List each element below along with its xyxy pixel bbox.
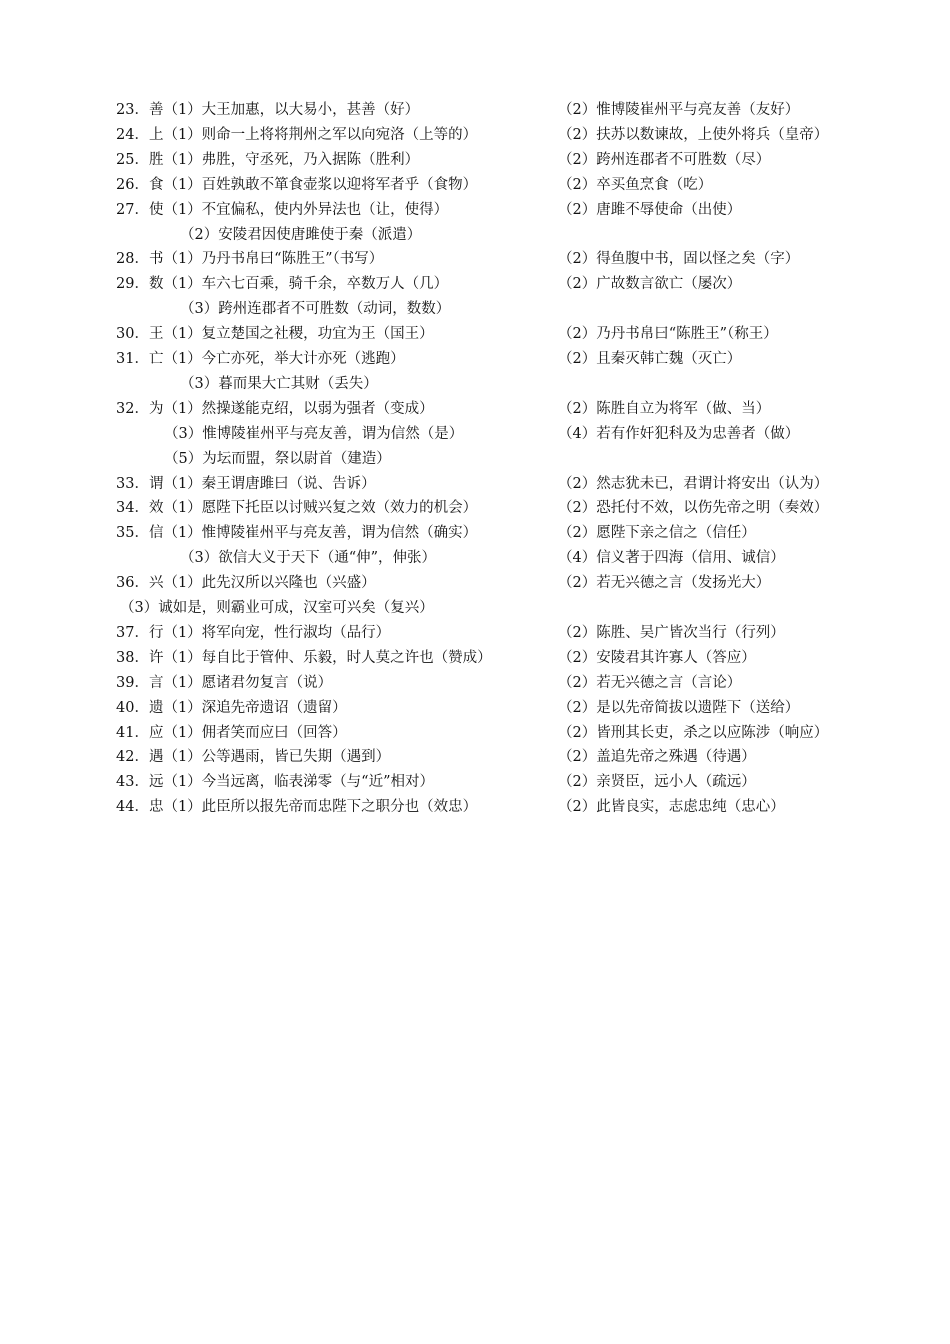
entry-right: （4）若有作奸犯科及为忠善者（做） bbox=[558, 425, 800, 442]
list-row bbox=[0, 422, 950, 447]
entry-right: （4）信义著于四海（信用、诚信） bbox=[558, 550, 785, 567]
entry-left: 32．为（1）然操遂能克绍，以弱为强者（变成） bbox=[116, 400, 434, 417]
list-row bbox=[0, 173, 950, 198]
list-row bbox=[0, 272, 950, 297]
entry-left: 31．亡（1）今亡亦死，举大计亦死（逃跑） bbox=[116, 351, 405, 367]
entry-right: （2）惟博陵崔州平与亮友善（友好） bbox=[558, 102, 800, 118]
entry-right: （2）唐雎不辱使命（出使） bbox=[558, 201, 742, 218]
entry-left: 29．数（1）车六七百乘，骑千余，卒数万人（几） bbox=[116, 276, 449, 293]
list-row bbox=[0, 123, 950, 148]
entry-continued: （5）为坛而盟，祭以尉首（建造） bbox=[164, 450, 391, 467]
list-row bbox=[0, 247, 950, 272]
entry-right: （2）若无兴德之言（言论） bbox=[558, 674, 742, 691]
entry-left: 35．信（1）惟博陵崔州平与亮友善，谓为信然（确实） bbox=[116, 525, 478, 542]
list-row bbox=[0, 472, 950, 497]
list-row bbox=[0, 198, 950, 223]
list-row bbox=[0, 546, 950, 571]
entry-left: 39．言（1）愿诸君勿复言（说） bbox=[116, 674, 333, 691]
list-row bbox=[0, 795, 950, 820]
entry-right: （2）若无兴德之言（发扬光大） bbox=[558, 575, 771, 592]
entry-left: 23．善（1）大王加惠，以大易小，甚善（好） bbox=[116, 102, 420, 118]
entry-right: （2）皆刑其长吏，杀之以应陈涉（响应） bbox=[558, 724, 829, 741]
entry-left: 42．遇（1）公等遇雨，皆已失期（遇到） bbox=[116, 749, 391, 766]
entry-left: 33．谓（1）秦王谓唐雎曰（说、告诉） bbox=[116, 475, 376, 492]
entry-left: 24．上（1）则命一上将将荆州之军以向宛洛（上等的） bbox=[116, 126, 478, 143]
list-row bbox=[0, 223, 950, 248]
entry-left: 36．兴（1）此先汉所以兴隆也（兴盛） bbox=[116, 575, 376, 592]
list-row bbox=[0, 745, 950, 770]
list-row bbox=[0, 521, 950, 546]
list-row bbox=[0, 646, 950, 671]
entry-continued: （3）诚如是，则霸业可成，汉室可兴矣（复兴） bbox=[120, 600, 434, 616]
entry-right: （2）愿陛下亲之信之（信任） bbox=[558, 525, 756, 542]
list-row bbox=[0, 596, 950, 621]
list-row bbox=[0, 322, 950, 347]
entry-right: （2）盖追先帝之殊遇（待遇） bbox=[558, 749, 756, 766]
entry-right: （2）陈胜、吴广皆次当行（行列） bbox=[558, 624, 785, 641]
list-row bbox=[0, 397, 950, 422]
entry-right: （2）得鱼腹中书，固以怪之矣（字） bbox=[558, 251, 800, 268]
list-row bbox=[0, 496, 950, 521]
entry-right: （2）乃丹书帛曰“陈胜王”（称王） bbox=[558, 326, 778, 343]
list-row bbox=[0, 571, 950, 596]
list-row bbox=[0, 721, 950, 746]
entry-right: （2）跨州连郡者不可胜数（尽） bbox=[558, 151, 771, 168]
list-row bbox=[0, 696, 950, 721]
list-row bbox=[0, 770, 950, 795]
entry-right: （2）广故数言欲亡（屡次） bbox=[558, 276, 742, 293]
list-row bbox=[0, 347, 950, 372]
entry-right: （2）陈胜自立为将军（做、当） bbox=[558, 400, 771, 417]
entry-continued: （2）安陵君因使唐雎使于秦（派遣） bbox=[180, 226, 422, 243]
entry-right: （2）且秦灭韩亡魏（灭亡） bbox=[558, 351, 742, 367]
entry-right: （2）亲贤臣，远小人（疏远） bbox=[558, 774, 756, 791]
entry-left: 25．胜（1）弗胜，守丞死，乃入据陈（胜利） bbox=[116, 151, 420, 168]
entry-right: （2）是以先帝简拔以遗陛下（送给） bbox=[558, 699, 800, 716]
entry-left: 43．远（1）今当远离，临表涕零（与“近”相对） bbox=[116, 774, 434, 791]
entry-left: 40．遗（1）深追先帝遗诏（遗留） bbox=[116, 699, 347, 716]
entry-right: （2）卒买鱼烹食（吃） bbox=[558, 176, 713, 193]
entry-left-continued: （3）惟博陵崔州平与亮友善，谓为信然（是） bbox=[164, 425, 464, 442]
entry-right: （2）恐托付不效，以伤先帝之明（奏效） bbox=[558, 500, 829, 517]
list-row bbox=[0, 98, 950, 123]
entry-left: 30．王（1）复立楚国之社稷，功宜为王（国王） bbox=[116, 326, 434, 343]
entry-left: 26．食（1）百姓孰敢不箪食壶浆以迎将军者乎（食物） bbox=[116, 176, 478, 193]
entry-left: 44．忠（1）此臣所以报先帝而忠陛下之职分也（效忠） bbox=[116, 799, 478, 816]
list-row bbox=[0, 297, 950, 322]
entry-continued: （3）暮而果大亡其财（丢失） bbox=[180, 375, 378, 392]
list-row bbox=[0, 671, 950, 696]
entry-right: （2）安陵君其许寡人（答应） bbox=[558, 649, 756, 666]
list-row bbox=[0, 372, 950, 397]
entry-right: （2）此皆良实，志虑忠纯（忠心） bbox=[558, 799, 785, 816]
entry-right: （2）然志犹未已，君谓计将安出（认为） bbox=[558, 475, 829, 492]
entry-continued: （3）跨州连郡者不可胜数（动词，数数） bbox=[180, 301, 451, 318]
entry-left: 27．使（1）不宜偏私，使内外异法也（让，使得） bbox=[116, 201, 449, 218]
entry-left: 38．许（1）每自比于管仲、乐毅，时人莫之许也（赞成） bbox=[116, 649, 492, 666]
list-row bbox=[0, 148, 950, 173]
entry-left: 37．行（1）将军向宠，性行淑均（品行） bbox=[116, 624, 391, 641]
entry-left: 34．效（1）愿陛下托臣以讨贼兴复之效（效力的机会） bbox=[116, 500, 478, 517]
entry-continued: （3）欲信大义于天下（通“伸”，伸张） bbox=[180, 550, 437, 567]
entry-left: 41．应（1）佣者笑而应曰（回答） bbox=[116, 724, 347, 741]
list-row bbox=[0, 621, 950, 646]
entry-right: （2）扶苏以数谏故，上使外将兵（皇帝） bbox=[558, 126, 829, 143]
entry-left: 28．书（1）乃丹书帛曰“陈胜王”（书写） bbox=[116, 251, 384, 268]
list-row bbox=[0, 447, 950, 472]
